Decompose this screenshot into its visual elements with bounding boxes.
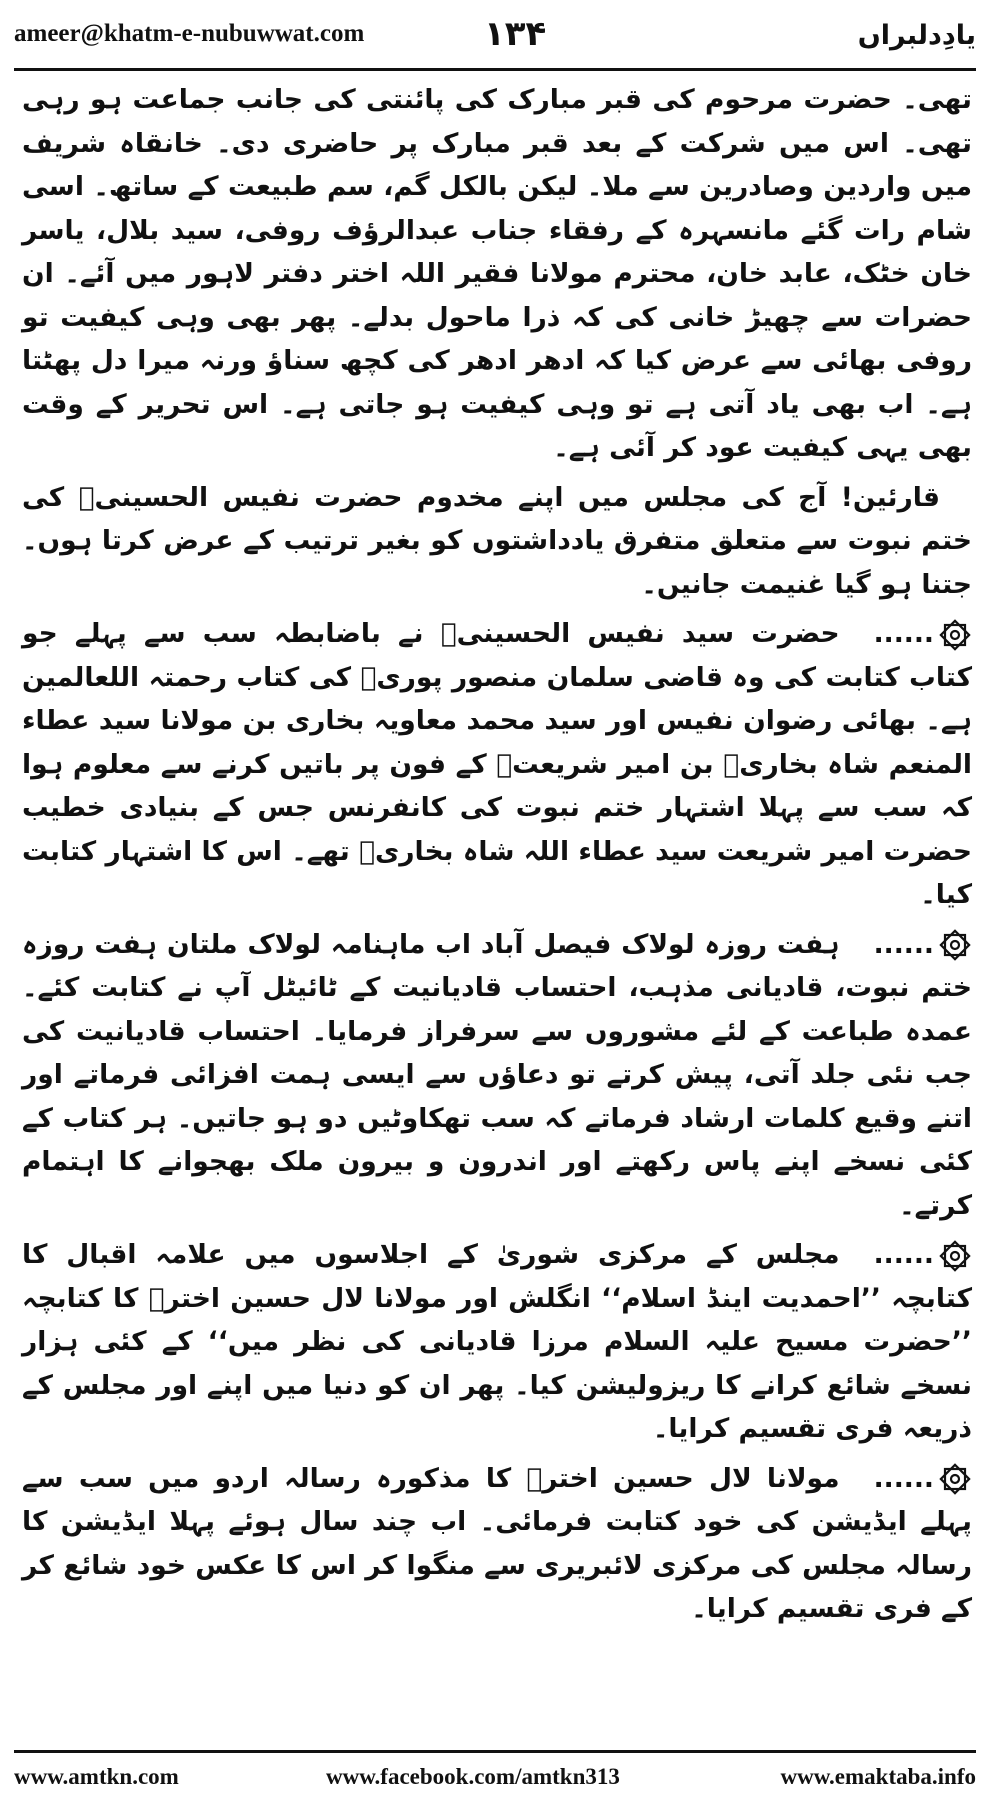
paragraph-text: قارئین! آج کی مجلس میں اپنے مخدوم حضرت نفیس الحسینیؒ کی ختم نبوت سے متعلق متفرق یادداشتوں کو بغیر ترتیب کے عرض کرتا ہوں۔ جتنا ہو گیا غنیمت جانیں۔	[22, 481, 972, 600]
bullet-dots: ......	[873, 618, 934, 649]
page-number: ۱۳۴	[484, 14, 547, 54]
bullet-item	[22, 923, 972, 1228]
bullet-dots: ......	[873, 1462, 934, 1494]
flower-ornament-icon	[938, 618, 972, 652]
page-footer	[14, 1764, 976, 1804]
page-body	[22, 78, 972, 1733]
bullet-dots: ......	[873, 1239, 934, 1270]
bullet-text: حضرت سید نفیس الحسینیؒ نے باضابطہ سب سے پہلے جو کتاب کتابت کی وہ قاضی سلمان منصور پوریؒ کی کتاب رحمتہ اللعالمین ہے۔ بھائی رضوان نفیس اور سید محمد معاویہ بخاری بن مولانا سید عطاء المنعم شاہ بخاریؒ بن امیر شریعتؒ کے فون پر باتیں کرنے سے معلوم ہوا کہ سب سے پہلا اشتہار ختم نبوت کی کانفرنس جس کے بنیادی خطیب حضرت امیر شریعت سید عطاء اللہ شاہ بخاریؒ تھے۔ اس کا اشتہار کتابت کیا۔	[22, 618, 972, 910]
flower-ornament-icon	[938, 1239, 972, 1273]
page-header	[14, 14, 976, 66]
paragraph	[22, 476, 972, 607]
bullet-dots: ......	[873, 928, 934, 960]
bullet-item	[22, 1457, 972, 1631]
header-divider	[14, 68, 976, 71]
footer-link-amtkn[interactable]: www.amtkn.com	[14, 1764, 179, 1789]
bullet-text: مولانا لال حسین اخترؒ کا مذکورہ رسالہ اردو میں سب سے پہلے ایڈیشن کی خود کتابت فرمائی۔ اب چند سال ہوئے پہلا ایڈیشن کا رسالہ مجلس کی مرکزی لائبریری سے منگوا کر اس کا عکس خود شائع کر کے فری تقسیم کرایا۔	[22, 1462, 972, 1624]
footer-link-emaktaba[interactable]: www.emaktaba.info	[780, 1764, 976, 1789]
flower-ornament-icon	[938, 928, 972, 962]
bullet-text: مجلس کے مرکزی شوریٰ کے اجلاسوں میں علامہ اقبال کا کتابچہ ’’احمدیت اینڈ اسلام‘‘ انگلش اور مولانا لال حسین اخترؒ کا کتابچہ ’’حضرت مسیح علیہ السلام مرزا قادیانی کی نظر میں‘‘ کے کئی ہزار نسخے شائع کرانے کا ریزولیشن کیا۔ پھر ان کو دنیا میں اپنے اور مجلس کے ذریعہ فری تقسیم کرایا۔	[22, 1239, 972, 1444]
book-title: یادِدلبراں	[857, 20, 976, 51]
bullet-text: ہفت روزہ لولاک فیصل آباد اب ماہنامہ لولاک ملتان ہفت روزہ ختم نبوت، قادیانی مذہب، احتساب قادیانیت کے ٹائیٹل آپ نے کتابت کئے۔ عمدہ طباعت کے لئے مشوروں سے سرفراز فرمایا۔ احتساب قادیانیت کی جب نئی جلد آتی، پیش کرتے تو دعاؤں سے ایسی ہمت افزائی فرماتے اور اتنے وقیع کلمات ارشاد فرماتے کہ سب تھکاوٹیں دو ہو جاتیں۔ ہر کتاب کے کئی نسخے اپنے پاس رکھتے اور اندرون و بیرون ملک بھجوانے کا اہتمام کرتے۔	[22, 928, 972, 1221]
footer-divider	[14, 1750, 976, 1753]
bullet-item	[22, 1233, 972, 1451]
paragraph: تھی۔ حضرت مرحوم کی قبر مبارک کی پائنتی کی جانب جماعت ہو رہی تھی۔ اس میں شرکت کے بعد قبر مبارک پر حاضری دی۔ خانقاہ شریف میں واردین وصادرین سے ملا۔ لیکن بالکل گم، سم طبیعت کے ساتھ۔ اسی شام رات گئے مانسہرہ کے رفقاء جناب عبدالرؤف روفی، سید بلال، یاسر خان خٹک، عابد خان، محترم مولانا فقیر اللہ اختر دفتر لاہور میں آئے۔ ان حضرات سے چھیڑ خانی کی کہ ذرا ماحول بدلے۔ پھر بھی وہی کیفیت تو روفی بھائی سے عرض کیا کہ ادھر ادھر کی کچھ سناؤ ورنہ میرا دل پھٹتا ہے۔ اب بھی یاد آتی ہے تو وہی کیفیت ہو جاتی ہے۔ اس تحریر کے وقت بھی یہی کیفیت عود کر آئی ہے۔	[22, 84, 972, 463]
header-email[interactable]: ameer@khatm-e-nubuwwat.com	[14, 20, 365, 47]
flower-ornament-icon	[938, 1462, 972, 1496]
footer-link-facebook[interactable]: www.facebook.com/amtkn313	[326, 1764, 620, 1789]
bullet-item	[22, 612, 972, 917]
